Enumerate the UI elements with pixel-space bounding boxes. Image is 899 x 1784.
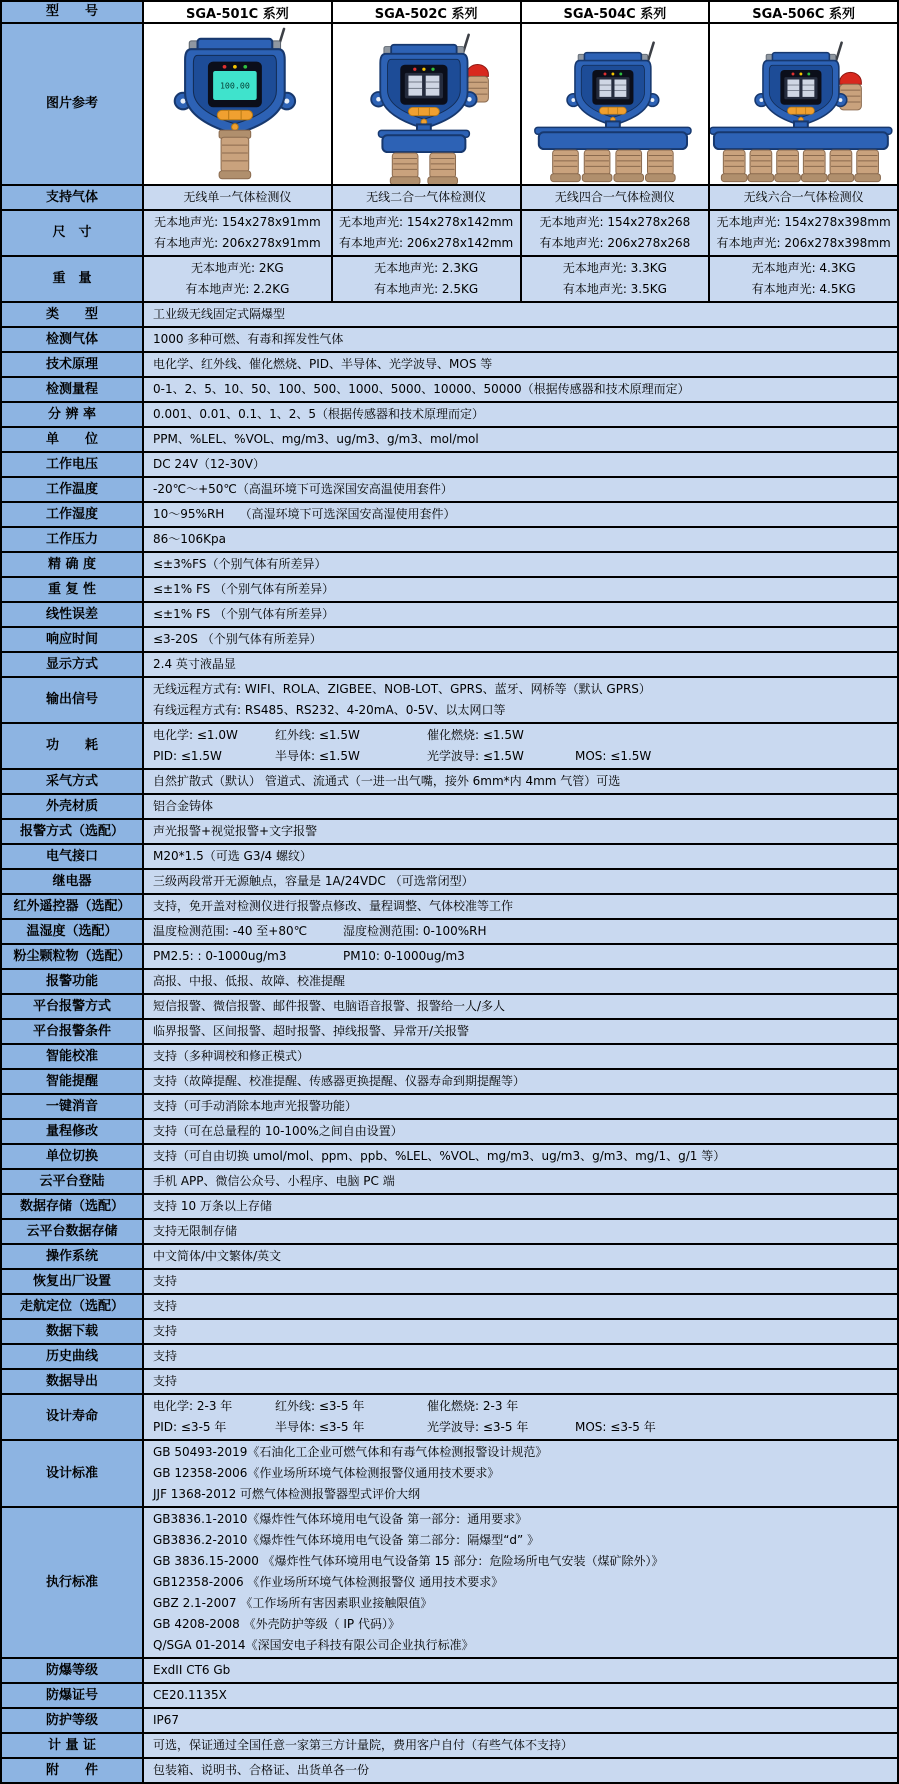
spec-value-cell — [142, 1270, 897, 1293]
table-row — [2, 1732, 897, 1757]
table-row — [2, 818, 897, 843]
row-label: 显示方式 — [2, 653, 142, 676]
spec-value-cell — [142, 1320, 897, 1343]
table-row — [2, 426, 897, 451]
spec-value-cell — [142, 211, 331, 255]
spec-line: 自然扩散式（默认） 管道式、流通式（一进一出气嘴，接外 6mm*内 4mm 气管）可选 — [153, 774, 621, 788]
spec-segment: 催化燃烧: 2-3 年 — [427, 1399, 519, 1413]
product-image-sga-501c — [142, 24, 331, 184]
spec-value-cell — [142, 945, 897, 968]
table-row — [2, 551, 897, 576]
table-row — [2, 451, 897, 476]
table-row — [2, 626, 897, 651]
table-row — [2, 918, 897, 943]
spec-value-cell — [142, 1095, 897, 1118]
row-label: 重 量 — [2, 257, 142, 301]
row-label: 设计寿命 — [2, 1395, 142, 1439]
spec-line: GB12358-2006 《作业场所环境气体检测报警仪 通用技术要求》 — [153, 1575, 504, 1589]
spec-value-cell — [142, 1120, 897, 1143]
spec-value-cell — [142, 970, 897, 993]
model-header-sga-501c: SGA-501C 系列 — [142, 2, 331, 22]
gas-detector-illustration — [333, 26, 520, 184]
row-label: 图片参考 — [2, 24, 142, 184]
spec-line: 2.4 英寸液晶显 — [153, 657, 236, 671]
row-label: 检测气体 — [2, 328, 142, 351]
spec-value-cell — [142, 845, 897, 868]
row-label: 分 辨 率 — [2, 403, 142, 426]
spec-value-cell — [142, 895, 897, 918]
spec-value-cell — [142, 1295, 897, 1318]
button-cluster — [408, 107, 439, 115]
spec-value-cell — [708, 257, 897, 301]
spec-value-cell — [142, 186, 331, 209]
row-label: 工作电压 — [2, 453, 142, 476]
spec-value-cell — [142, 1045, 897, 1068]
model-header-sga-504c: SGA-504C 系列 — [520, 2, 709, 22]
table-row — [2, 301, 897, 326]
spec-value-cell — [142, 628, 897, 651]
table-row — [2, 526, 897, 551]
table-row — [2, 793, 897, 818]
spec-segment: PM2.5: : 0-1000ug/m3 — [153, 949, 287, 963]
table-row — [2, 1707, 897, 1732]
table-row — [2, 893, 897, 918]
spec-line: ExdII CT6 Gb — [153, 1663, 231, 1677]
row-label: 工作温度 — [2, 478, 142, 501]
table-row — [2, 993, 897, 1018]
spec-line: 无本地声光: 154x278x398mm — [716, 215, 891, 229]
spec-line: GB3836.1-2010《爆炸性气体环境用电气设备 第一部分：通用要求》 — [153, 1512, 528, 1526]
table-row — [2, 1293, 897, 1318]
spec-line: GB3836.2-2010《爆炸性气体环境用电气设备 第二部分：隔爆型“d” 》 — [153, 1533, 540, 1547]
row-label: 平台报警条件 — [2, 1020, 142, 1043]
spec-value-cell — [520, 186, 709, 209]
row-label: 单位切换 — [2, 1145, 142, 1168]
row-label: 输出信号 — [2, 678, 142, 722]
row-label: 型 号 — [2, 2, 142, 22]
row-label: 防爆证号 — [2, 1684, 142, 1707]
spec-line — [153, 921, 897, 942]
table-row — [2, 1168, 897, 1193]
spec-line: 中文简体/中文繁体/英文 — [153, 1249, 282, 1263]
table-row — [2, 476, 897, 501]
row-label: 精 确 度 — [2, 553, 142, 576]
spec-line: 支持 — [153, 1274, 178, 1288]
spec-segment: MOS: ≤1.5W — [575, 749, 652, 763]
spec-value-cell — [142, 920, 897, 943]
table-row — [2, 1043, 897, 1068]
detector-body — [567, 53, 659, 126]
spec-value-cell — [142, 328, 897, 351]
row-label: 功 耗 — [2, 724, 142, 768]
spec-line: DC 24V（12-30V） — [153, 457, 265, 471]
row-label: 采气方式 — [2, 770, 142, 793]
spec-value-cell — [142, 1734, 897, 1757]
spec-line: 86～106Kpa — [153, 532, 227, 546]
spec-value-cell — [142, 1759, 897, 1782]
spec-value-cell — [142, 724, 897, 768]
table-row — [2, 1657, 897, 1682]
spec-line: 无线六合一气体检测仪 — [743, 190, 864, 204]
spec-line: 工业级无线固定式隔爆型 — [153, 307, 286, 321]
row-label: 粉尘颗粒物（选配） — [2, 945, 142, 968]
spec-value-cell — [142, 528, 897, 551]
table-row — [2, 1393, 897, 1439]
spec-line: 有本地声光: 3.5KG — [562, 282, 667, 296]
spec-line: ≤±1% FS （个别气体有所差异） — [153, 607, 335, 621]
spec-value-cell — [142, 1070, 897, 1093]
spec-value-cell — [142, 478, 897, 501]
spec-value-cell — [142, 603, 897, 626]
row-label: 外壳材质 — [2, 795, 142, 818]
spec-line: 支持 10 万条以上存储 — [153, 1199, 272, 1213]
button-cluster — [599, 107, 626, 114]
spec-line: 0-1、2、5、10、50、100、500、1000、5000、10000、50000（根据传感器和技术原理而定） — [153, 382, 690, 396]
spec-line — [153, 1417, 897, 1438]
spec-line: 无线远程方式有: WIFI、ROLA、ZIGBEE、NOB-LOT、GPRS、蓝牙、网桥等（默认 GPRS） — [153, 682, 651, 696]
table-row — [2, 184, 897, 209]
table-row — [2, 1193, 897, 1218]
spec-value-cell — [142, 653, 897, 676]
gas-detector-illustration — [710, 26, 897, 184]
spec-value-cell — [142, 303, 897, 326]
row-label: 操作系统 — [2, 1245, 142, 1268]
table-row — [2, 1068, 897, 1093]
spec-value-cell — [331, 186, 520, 209]
row-label: 防爆等级 — [2, 1659, 142, 1682]
table-row — [2, 1757, 897, 1782]
row-label: 尺 寸 — [2, 211, 142, 255]
row-label: 历史曲线 — [2, 1345, 142, 1368]
spec-line: 1000 多种可燃、有毒和挥发性气体 — [153, 332, 344, 346]
spec-line: 支持，免开盖对检测仪进行报警点修改、量程调整、气体校准等工作 — [153, 899, 514, 913]
spec-value-cell — [142, 678, 897, 722]
table-row — [2, 768, 897, 793]
spec-line: GB 12358-2006《作业场所环境气体检测报警仪通用技术要求》 — [153, 1466, 500, 1480]
product-image-sga-506c — [708, 24, 897, 184]
spec-line: PPM、%LEL、%VOL、mg/m3、ug/m3、g/m3、mol/mol — [153, 432, 479, 446]
spec-value-cell — [142, 553, 897, 576]
spec-line: GB 4208-2008 《外壳防护等级（ IP 代码）》 — [153, 1617, 400, 1631]
table-row — [2, 943, 897, 968]
row-label: 红外遥控器（选配） — [2, 895, 142, 918]
spec-line: JJF 1368-2012 可燃气体检测报警器型式评价大纲 — [153, 1487, 421, 1501]
manifold-and-sensors — [378, 124, 469, 184]
spec-line: 支持（可自由切换 umol/mol、ppm、ppb、%LEL、%VOL、mg/m3、ug/m3、g/m3、mg/1、g/1 等） — [153, 1149, 726, 1163]
spec-line: 电化学、红外线、催化燃烧、PID、半导体、光学波导、MOS 等 — [153, 357, 493, 371]
spec-line: 有本地声光: 2.5KG — [374, 282, 479, 296]
table-row — [2, 676, 897, 722]
spec-segment: PM10: 0-1000ug/m3 — [343, 949, 465, 963]
spec-line: 无本地声光: 2.3KG — [374, 261, 479, 275]
spec-segment: 催化燃烧: ≤1.5W — [427, 728, 524, 742]
spec-segment: 电化学: 2-3 年 — [153, 1399, 233, 1413]
spec-value-cell — [142, 503, 897, 526]
spec-value-cell — [142, 453, 897, 476]
row-label: 云平台数据存储 — [2, 1220, 142, 1243]
spec-segment: MOS: ≤3-5 年 — [575, 1420, 656, 1434]
spec-line — [153, 1396, 897, 1417]
detector-body — [175, 39, 295, 134]
spec-value-cell — [142, 378, 897, 401]
spec-segment: 红外线: ≤1.5W — [275, 728, 360, 742]
spec-line: ≤±1% FS （个别气体有所差异） — [153, 582, 335, 596]
spec-value-cell — [142, 820, 897, 843]
manifold-and-sensors — [534, 121, 690, 181]
row-label: 温湿度（选配） — [2, 920, 142, 943]
spec-value-cell — [331, 211, 520, 255]
spec-line: 声光报警+视觉报警+文字报警 — [153, 824, 318, 838]
table-row — [2, 1143, 897, 1168]
spec-value-cell — [142, 1441, 897, 1506]
spec-value-cell — [142, 1345, 897, 1368]
spec-segment: PID: ≤1.5W — [153, 749, 222, 763]
table-row — [2, 1093, 897, 1118]
spec-value-cell — [142, 1245, 897, 1268]
sensor-head — [219, 130, 251, 178]
table-row — [2, 843, 897, 868]
row-label: 设计标准 — [2, 1441, 142, 1506]
spec-value-cell — [142, 1020, 897, 1043]
table-row — [2, 1243, 897, 1268]
row-label: 报警方式（选配） — [2, 820, 142, 843]
spec-value-cell — [142, 257, 331, 301]
spec-line: 10～95%RH （高湿环境下可选深国安高湿使用套件） — [153, 507, 456, 521]
table-row — [2, 868, 897, 893]
manifold-and-sensors — [710, 121, 892, 181]
spec-line: 无本地声光: 4.3KG — [751, 261, 856, 275]
spec-value-cell — [142, 870, 897, 893]
spec-line: 手机 APP、微信公众号、小程序、电脑 PC 端 — [153, 1174, 395, 1188]
spec-value-cell — [142, 1395, 897, 1439]
table-row — [2, 1368, 897, 1393]
table-header-row — [2, 2, 897, 22]
row-label: 检测量程 — [2, 378, 142, 401]
spec-value-cell — [142, 1145, 897, 1168]
table-row — [2, 401, 897, 426]
spec-line: CE20.1135X — [153, 1688, 227, 1702]
spec-line: 有本地声光: 206x278x142mm — [339, 236, 514, 250]
spec-segment: 红外线: ≤3-5 年 — [275, 1399, 365, 1413]
spec-line: 支持（多种调校和修正模式） — [153, 1049, 310, 1063]
row-label: 云平台登陆 — [2, 1170, 142, 1193]
row-label: 计 量 证 — [2, 1734, 142, 1757]
row-label: 类 型 — [2, 303, 142, 326]
spec-line: 有本地声光: 206x278x398mm — [716, 236, 891, 250]
table-row — [2, 968, 897, 993]
spec-line: 支持（故障提醒、校准提醒、传感器更换提醒、仪器寿命到期提醒等） — [153, 1074, 526, 1088]
detector-body — [755, 53, 847, 126]
row-label: 平台报警方式 — [2, 995, 142, 1018]
product-image-sga-502c — [331, 24, 520, 184]
spec-line: -20℃～+50℃（高温环境下可选深国安高温使用套件） — [153, 482, 453, 496]
spec-line: GB 50493-2019《石油化工企业可燃气体和有毒气体检测报警设计规范》 — [153, 1445, 548, 1459]
spec-line: 无本地声光: 154x278x91mm — [154, 215, 321, 229]
spec-line: IP67 — [153, 1713, 180, 1727]
table-row — [2, 576, 897, 601]
spec-value-cell — [142, 403, 897, 426]
table-row — [2, 1343, 897, 1368]
spec-rows — [2, 184, 897, 1782]
spec-line: 支持 — [153, 1299, 178, 1313]
row-label: 附 件 — [2, 1759, 142, 1782]
spec-line: 包装箱、说明书、合格证、出货单各一份 — [153, 1763, 370, 1777]
spec-line: M20*1.5（可选 G3/4 螺纹） — [153, 849, 312, 863]
spec-line: GBZ 2.1-2007 《工作场所有害因素职业接触限值》 — [153, 1596, 433, 1610]
spec-line: 支持无限制存储 — [153, 1224, 238, 1238]
spec-line: 短信报警、微信报警、邮件报警、电脑语音报警、报警给一人/多人 — [153, 999, 506, 1013]
table-row — [2, 1506, 897, 1657]
row-label: 一键消音 — [2, 1095, 142, 1118]
table-row — [2, 722, 897, 768]
image-row — [2, 22, 897, 184]
spec-value-cell — [142, 428, 897, 451]
spec-segment: 半导体: ≤1.5W — [275, 749, 360, 763]
spec-segment: 电化学: ≤1.0W — [153, 728, 238, 742]
spec-line: Q/SGA 01-2014《深国安电子科技有限公司企业执行标准》 — [153, 1638, 474, 1652]
table-row — [2, 326, 897, 351]
detector-body — [371, 45, 476, 129]
table-row — [2, 209, 897, 255]
svg-text:100.00: 100.00 — [219, 80, 250, 91]
spec-line — [153, 746, 897, 767]
spec-segment: 光学波导: ≤1.5W — [427, 749, 524, 763]
spec-line: 高报、中报、低报、故障、校准提醒 — [153, 974, 346, 988]
table-row — [2, 376, 897, 401]
spec-line: 有线远程方式有: RS485、RS232、4-20mA、0-5V、以太网口等 — [153, 703, 506, 717]
row-label: 技术原理 — [2, 353, 142, 376]
spec-segment: PID: ≤3-5 年 — [153, 1420, 227, 1434]
spec-line: 有本地声光: 206x278x91mm — [154, 236, 321, 250]
row-label: 数据导出 — [2, 1370, 142, 1393]
row-label: 工作压力 — [2, 528, 142, 551]
table-row — [2, 651, 897, 676]
spec-line: 无线二合一气体检测仪 — [366, 190, 487, 204]
spec-line — [153, 725, 897, 746]
button-cluster — [217, 110, 252, 119]
spec-line: ≤3-20S （个别气体有所差异） — [153, 632, 322, 646]
spec-line: 有本地声光: 206x278x268 — [539, 236, 691, 250]
spec-value-cell — [142, 1195, 897, 1218]
table-row — [2, 601, 897, 626]
row-label: 数据存储（选配） — [2, 1195, 142, 1218]
spec-line — [153, 946, 897, 967]
spec-line: ≤±3%FS（个别气体有所差异） — [153, 557, 327, 571]
row-label: 支持气体 — [2, 186, 142, 209]
spec-line: 无本地声光: 2KG — [191, 261, 284, 275]
spec-line: 无本地声光: 154x278x268 — [539, 215, 691, 229]
spec-value-cell — [708, 211, 897, 255]
spec-value-cell — [142, 353, 897, 376]
spec-line: 支持 — [153, 1349, 178, 1363]
spec-line: 无线四合一气体检测仪 — [554, 190, 675, 204]
spec-value-cell — [142, 1659, 897, 1682]
row-label: 单 位 — [2, 428, 142, 451]
row-label: 走航定位（选配） — [2, 1295, 142, 1318]
row-label: 电气接口 — [2, 845, 142, 868]
row-label: 执行标准 — [2, 1508, 142, 1657]
table-row — [2, 255, 897, 301]
spec-line: 有本地声光: 4.5KG — [751, 282, 856, 296]
spec-line: GB 3836.15-2000 《爆炸性气体环境用电气设备第 15 部分：危险场所电气安装（煤矿除外）》 — [153, 1554, 664, 1568]
row-label: 线性误差 — [2, 603, 142, 626]
spec-value-cell — [142, 1220, 897, 1243]
gas-detector-illustration — [144, 26, 331, 184]
spec-line: 可选，保证通过全国任意一家第三方计量院，费用客户自付（有些气体不支持） — [153, 1738, 574, 1752]
gas-detector-illustration — [522, 26, 709, 184]
spec-segment: 半导体: ≤3-5 年 — [275, 1420, 365, 1434]
spec-value-cell — [142, 1684, 897, 1707]
spec-value-cell — [142, 1508, 897, 1657]
row-label: 响应时间 — [2, 628, 142, 651]
row-label: 智能提醒 — [2, 1070, 142, 1093]
spec-line: 支持（可在总量程的 10-100%之间自由设置） — [153, 1124, 403, 1138]
spec-line: 支持 — [153, 1324, 178, 1338]
spec-line: 0.001、0.01、0.1、1、2、5（根据传感器和技术原理而定） — [153, 407, 485, 421]
spec-line: 无线单一气体检测仪 — [183, 190, 292, 204]
spec-value-cell — [142, 578, 897, 601]
row-label: 智能校准 — [2, 1045, 142, 1068]
spec-value-cell — [142, 1370, 897, 1393]
spec-line: 有本地声光: 2.2KG — [185, 282, 290, 296]
table-row — [2, 1218, 897, 1243]
table-row — [2, 1439, 897, 1506]
spec-line: 铝合金铸体 — [153, 799, 214, 813]
spec-value-cell — [142, 795, 897, 818]
spec-value-cell — [520, 257, 709, 301]
row-label: 继电器 — [2, 870, 142, 893]
row-label: 工作湿度 — [2, 503, 142, 526]
spec-line: 支持 — [153, 1374, 178, 1388]
table-row — [2, 1268, 897, 1293]
row-label: 量程修改 — [2, 1120, 142, 1143]
spec-segment: 温度检测范围: -40 至+80℃ — [153, 924, 308, 938]
spec-line: 三级两段常开无源触点，容量是 1A/24VDC （可选常闭型） — [153, 874, 474, 888]
spec-value-cell — [520, 211, 709, 255]
row-label: 数据下载 — [2, 1320, 142, 1343]
table-row — [2, 1118, 897, 1143]
spec-segment: 光学波导: ≤3-5 年 — [427, 1420, 529, 1434]
spec-value-cell — [142, 770, 897, 793]
row-label: 防护等级 — [2, 1709, 142, 1732]
model-header-sga-506c: SGA-506C 系列 — [708, 2, 897, 22]
row-label: 报警功能 — [2, 970, 142, 993]
spec-line: 临界报警、区间报警、超时报警、掉线报警、异常开/关报警 — [153, 1024, 470, 1038]
spec-value-cell — [708, 186, 897, 209]
spec-line: 无本地声光: 154x278x142mm — [339, 215, 514, 229]
button-cluster — [788, 107, 815, 114]
table-row — [2, 351, 897, 376]
spec-value-cell — [331, 257, 520, 301]
table-row — [2, 1682, 897, 1707]
spec-value-cell — [142, 1709, 897, 1732]
product-image-sga-504c — [520, 24, 709, 184]
model-header-sga-502c: SGA-502C 系列 — [331, 2, 520, 22]
table-row — [2, 501, 897, 526]
spec-value-cell — [142, 1170, 897, 1193]
table-row — [2, 1018, 897, 1043]
table-row — [2, 1318, 897, 1343]
spec-segment: 湿度检测范围: 0-100%RH — [343, 924, 487, 938]
row-label: 重 复 性 — [2, 578, 142, 601]
row-label: 恢复出厂设置 — [2, 1270, 142, 1293]
spec-line: 支持（可手动消除本地声光报警功能） — [153, 1099, 358, 1113]
spec-line: 无本地声光: 3.3KG — [562, 261, 667, 275]
spec-value-cell — [142, 995, 897, 1018]
